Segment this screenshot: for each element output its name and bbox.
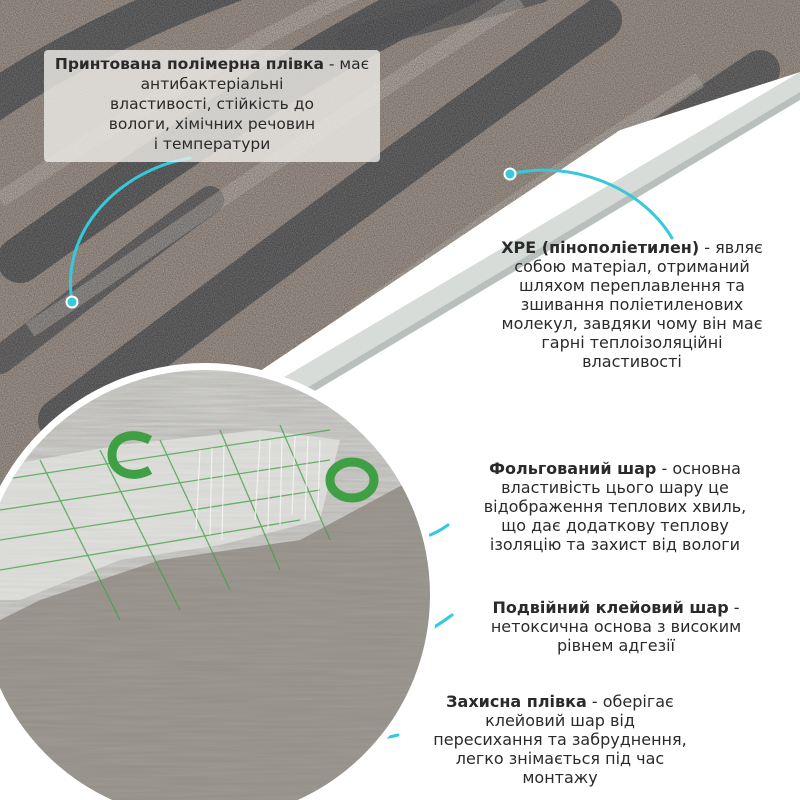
xpe-line-6: гарні теплоізоляційні bbox=[541, 333, 723, 352]
protective-line-4: легко знімається під час bbox=[455, 749, 665, 768]
printed-film-line-3: вологи, хімічних речовин bbox=[108, 115, 316, 133]
foil-line-2: властивість цього шару це bbox=[501, 478, 729, 497]
foil-line-4: що дає додаткову теплову bbox=[501, 516, 729, 535]
xpe-label bbox=[480, 238, 784, 371]
adhesive-line-3: рівнем адгезії bbox=[556, 636, 675, 655]
foil-line-1: - основна bbox=[656, 459, 741, 478]
protective-line-5: монтажу bbox=[522, 768, 598, 787]
xpe-line-5: молекул, завдяки чому він має bbox=[501, 314, 763, 333]
magnified-layers-circle bbox=[0, 360, 460, 800]
printed-film-title: Принтована полімерна плівка bbox=[54, 55, 324, 73]
xpe-line-1: - являє bbox=[699, 238, 763, 257]
printed-film-label bbox=[44, 50, 380, 162]
xpe-line-3: шляхом переплавлення та bbox=[519, 276, 745, 295]
protective-line-2: клейовий шар від bbox=[485, 711, 635, 730]
foil-line-3: відображення теплових хвиль, bbox=[483, 497, 747, 516]
xpe-line-2: собою матеріал, отриманий bbox=[514, 257, 750, 276]
foil-line-5: ізоляцію та захист від вологи bbox=[489, 535, 741, 554]
adhesive-title: Подвійний клейовий шар bbox=[492, 598, 729, 617]
protective-line-3: пересихання та забруднення, bbox=[433, 730, 687, 749]
adhesive-line-2: нетоксична основа з високим bbox=[490, 617, 742, 636]
adhesive-line-1: - bbox=[728, 598, 740, 617]
protective-title: Захисна плівка bbox=[446, 692, 587, 711]
foil-title: Фольгований шар bbox=[489, 459, 657, 478]
foil-label bbox=[454, 459, 776, 554]
adhesive-label bbox=[460, 598, 772, 655]
protective-label bbox=[408, 692, 712, 787]
xpe-title: XPE (пінополіетилен) bbox=[501, 238, 700, 257]
xpe-line-7: властивості bbox=[582, 352, 682, 371]
printed-film-line-4: і температури bbox=[153, 135, 271, 153]
xpe-line-4: зшивання поліетиленових bbox=[520, 295, 744, 314]
printed-film-line-2: властивості, стійкість до bbox=[110, 95, 314, 113]
protective-line-1: - оберігає bbox=[586, 692, 674, 711]
printed-film-line-1: - має антибактеріальні bbox=[140, 55, 370, 93]
